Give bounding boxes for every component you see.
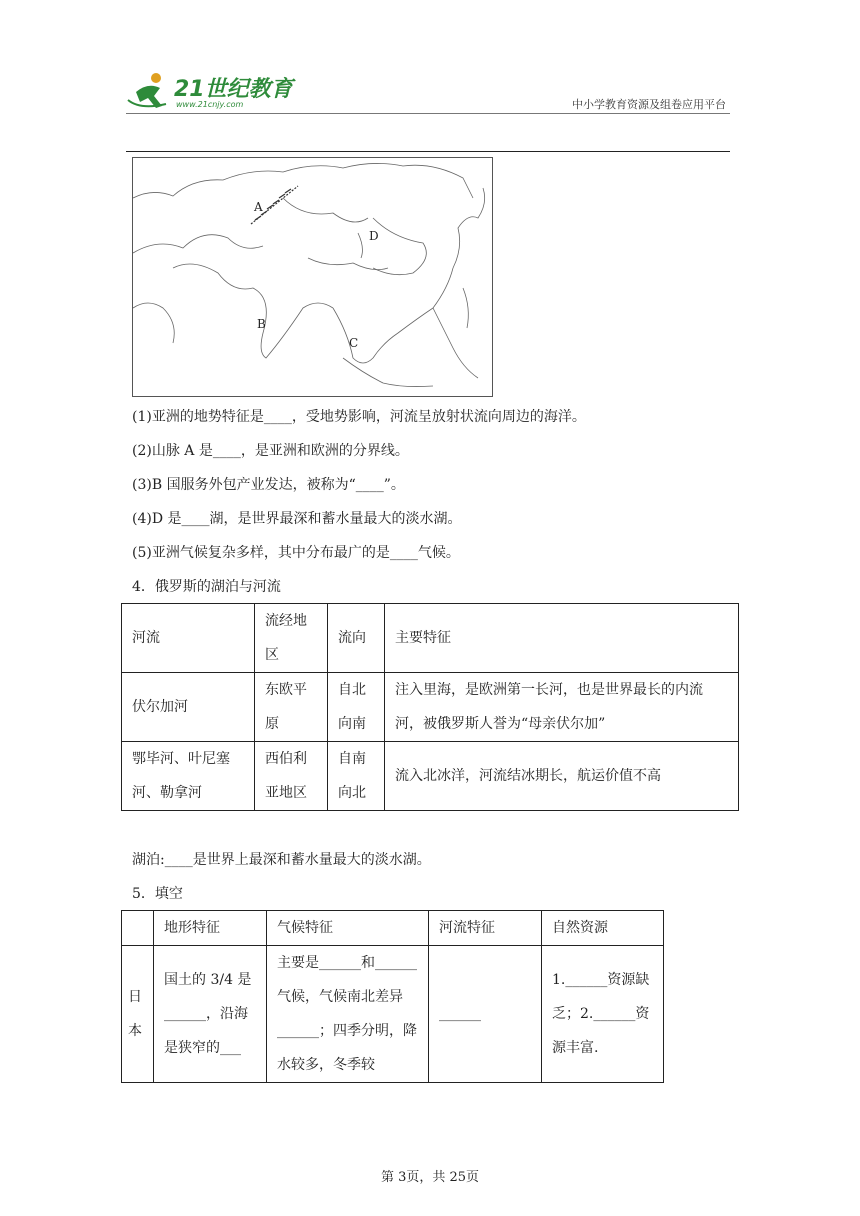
table-header-cell (122, 911, 154, 946)
map-label-b: B (257, 317, 266, 331)
platform-name: 中小学教育资源及组卷应用平台 (572, 98, 726, 111)
question-5: (5)亚洲气候复杂多样，其中分布最广的是____气候。 (132, 545, 460, 561)
climate-cell: 主要是______和______气候，气候南北差异______；四季分明，降水较多，冬季较 (267, 946, 429, 1083)
header-rule (126, 113, 730, 114)
runner-logo-icon (126, 70, 174, 114)
country-cell: 日本 (122, 946, 154, 1083)
table-cell: 西伯利亚地区 (255, 742, 328, 811)
map-label-d: D (369, 229, 379, 243)
question-1: (1)亚洲的地势特征是____，受地势影响，河流呈放射状流向周边的海洋。 (132, 409, 586, 425)
table-row (122, 742, 739, 811)
map-label-c: C (349, 336, 359, 350)
asia-outline-map (133, 158, 492, 396)
japan-table (121, 910, 664, 1083)
question-2: (2)山脉 A 是____，是亚洲和欧洲的分界线。 (132, 443, 409, 459)
table-header-cell: 自然资源 (542, 911, 664, 946)
river-cell: ______ (429, 946, 542, 1083)
table-cell: 东欧平原 (255, 673, 328, 742)
terrain-cell: 国土的 3/4 是______，沿海是狭窄的___ (154, 946, 267, 1083)
table-cell: 自南向北 (328, 742, 385, 811)
resources-cell: 1.______资源缺乏；2.______资源丰富. (542, 946, 664, 1083)
table-cell: 自北向南 (328, 673, 385, 742)
section-5-title: 5．填空 (132, 886, 183, 902)
table-header-cell: 气候特征 (267, 911, 429, 946)
table-header-row (122, 911, 664, 946)
table-header-cell: 流经地区 (255, 604, 328, 673)
table-header-cell: 河流 (122, 604, 255, 673)
content-rule (126, 151, 730, 152)
logo-url: www.21cnjy.com (176, 100, 244, 109)
table-cell: 注入里海，是欧洲第一长河，也是世界最长的内流河，被俄罗斯人誉为“母亲伏尔加” (385, 673, 739, 742)
table-cell: 伏尔加河 (122, 673, 255, 742)
asia-map (132, 157, 493, 397)
map-label-a: A (254, 200, 263, 214)
table-header-cell: 地形特征 (154, 911, 267, 946)
logo (126, 70, 296, 114)
russia-rivers-table (121, 603, 739, 811)
table-cell: 鄂毕河、叶尼塞河、勒拿河 (122, 742, 255, 811)
question-3: (3)B 国服务外包产业发达，被称为“____”。 (132, 477, 405, 493)
section-4-title: 4．俄罗斯的湖泊与河流 (132, 579, 281, 595)
table-cell: 流入北冰洋，河流结冰期长，航运价值不高 (385, 742, 739, 811)
page-header (126, 66, 730, 114)
page-footer: 第 3页，共 25页 (380, 1170, 480, 1185)
table-row (122, 946, 664, 1083)
table-header-cell: 河流特征 (429, 911, 542, 946)
question-4: (4)D 是____湖，是世界最深和蓄水量最大的淡水湖。 (132, 511, 462, 527)
lake-note: 湖泊:____是世界上最深和蓄水量最大的淡水湖。 (132, 852, 431, 868)
table-header-cell: 主要特征 (385, 604, 739, 673)
table-header-cell: 流向 (328, 604, 385, 673)
table-header-row (122, 604, 739, 673)
table-row (122, 673, 739, 742)
logo-title: 21世纪教育 (174, 77, 293, 102)
